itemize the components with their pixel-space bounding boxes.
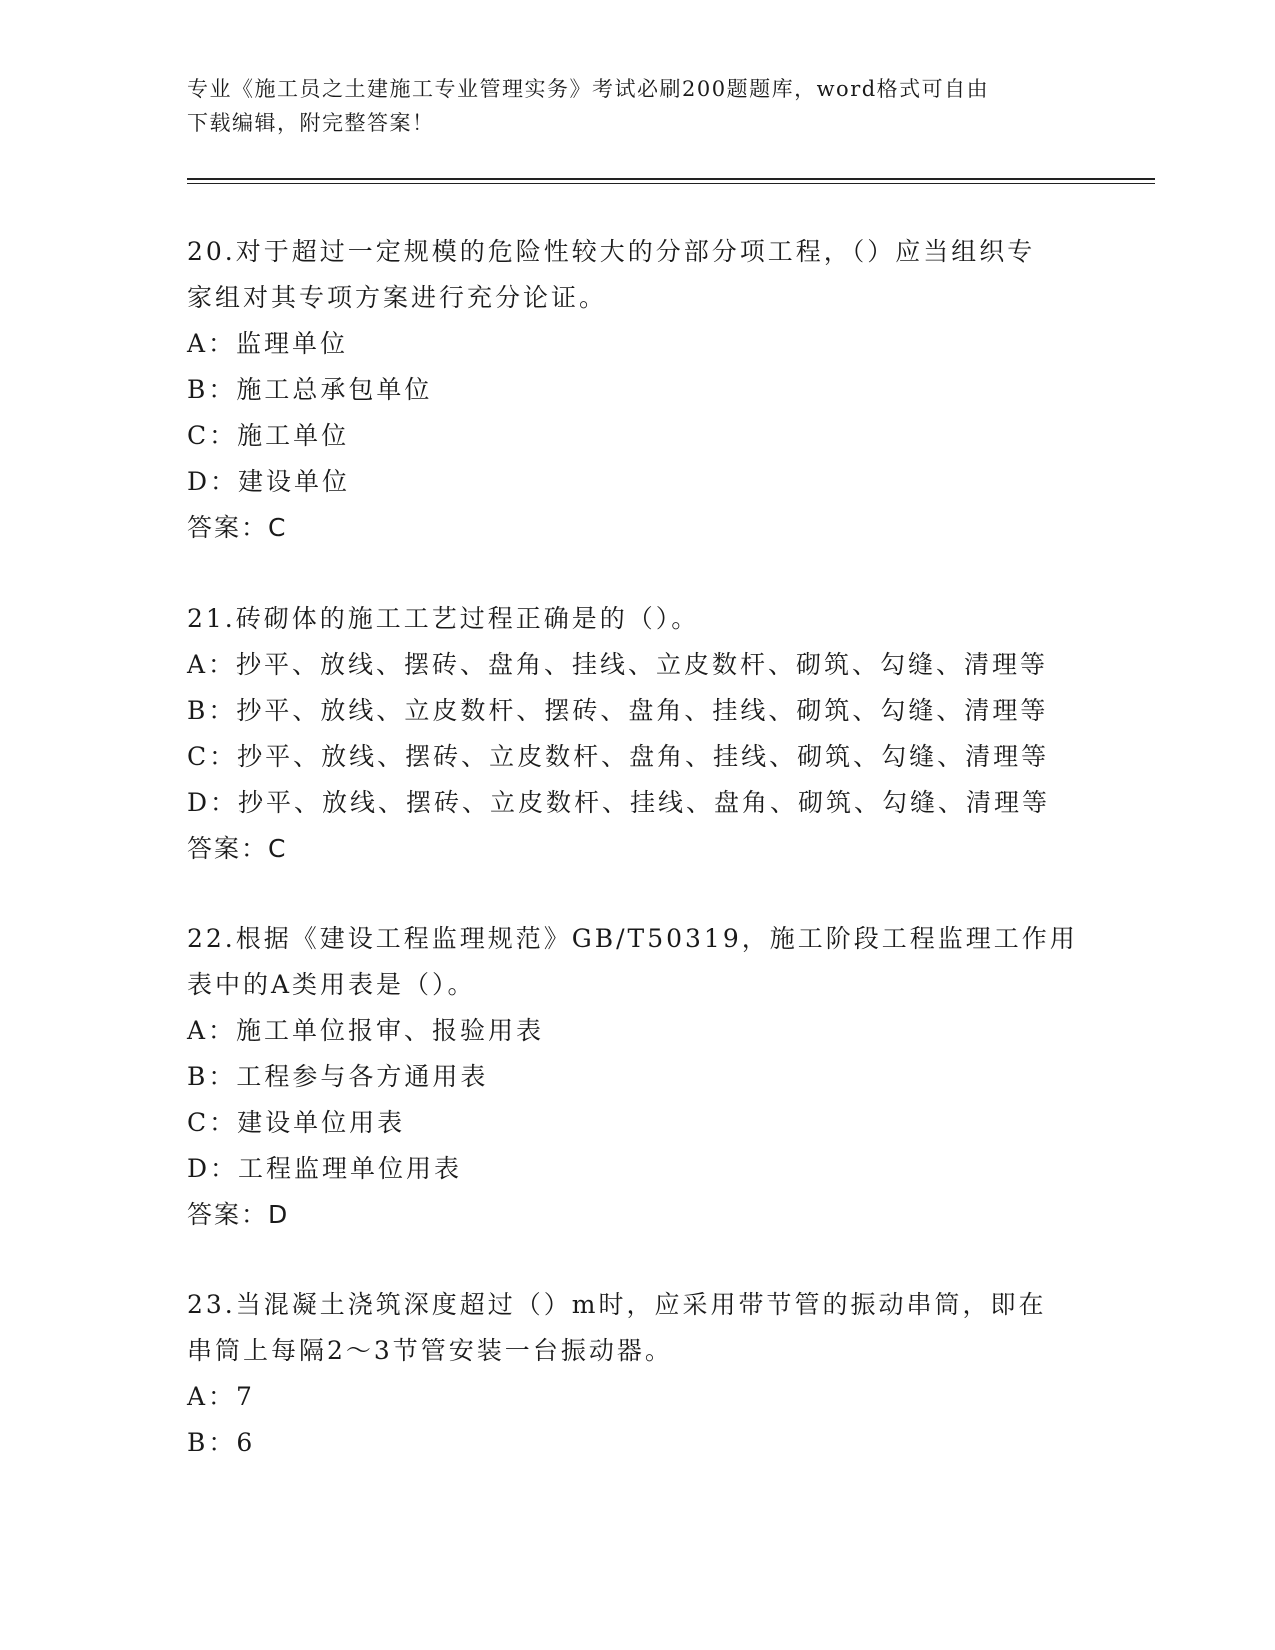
question-stem-line-2: 家组对其专项方案进行充分论证。 <box>187 283 608 312</box>
question-stem-line-1: 22.根据《建设工程监理规范》GB/T50319，施工阶段工程监理工作用 <box>187 924 1078 953</box>
option-a: A：7 <box>187 1382 255 1411</box>
question-stem-line-1: 23.当混凝土浇筑深度超过（）m时，应采用带节管的振动串筒，即在 <box>187 1290 1047 1319</box>
question-21 <box>187 596 1087 872</box>
question-stem-line-1: 20.对于超过一定规模的危险性较大的分部分项工程，（）应当组织专 <box>187 237 1036 266</box>
question-22 <box>187 916 1087 1238</box>
option-a: A：抄平、放线、摆砖、盘角、挂线、立皮数杆、砌筑、勾缝、清理等 <box>187 650 1049 679</box>
document-header <box>187 72 1067 140</box>
header-divider-thin <box>187 183 1155 184</box>
option-c: C：抄平、放线、摆砖、立皮数杆、盘角、挂线、砌筑、勾缝、清理等 <box>187 742 1050 771</box>
question-stem-line-1: 21.砖砌体的施工工艺过程正确是的（）。 <box>187 604 700 633</box>
option-d: D：建设单位 <box>187 467 351 496</box>
question-stem-line-2: 表中的A类用表是（）。 <box>187 970 476 999</box>
header-line-1: 专业《施工员之土建施工专业管理实务》考试必刷200题题库，word格式可自由 <box>187 77 990 101</box>
option-b: B：6 <box>187 1428 256 1457</box>
option-c: C：施工单位 <box>187 421 350 450</box>
answer-line: 答案：C <box>187 834 288 863</box>
header-divider-thick <box>187 178 1155 180</box>
option-b: B：工程参与各方通用表 <box>187 1062 489 1091</box>
question-23 <box>187 1282 1087 1466</box>
question-20 <box>187 229 1087 551</box>
answer-line: 答案：C <box>187 513 288 542</box>
option-b: B：施工总承包单位 <box>187 375 433 404</box>
answer-line: 答案：D <box>187 1200 290 1229</box>
option-a: A：监理单位 <box>187 329 349 358</box>
option-a: A：施工单位报审、报验用表 <box>187 1016 545 1045</box>
question-stem-line-2: 串筒上每隔2～3节管安装一台振动器。 <box>187 1336 673 1365</box>
option-d: D：工程监理单位用表 <box>187 1154 463 1183</box>
option-d: D：抄平、放线、摆砖、立皮数杆、挂线、盘角、砌筑、勾缝、清理等 <box>187 788 1051 817</box>
option-b: B：抄平、放线、立皮数杆、摆砖、盘角、挂线、砌筑、勾缝、清理等 <box>187 696 1049 725</box>
header-line-2: 下载编辑，附完整答案！ <box>187 111 435 135</box>
option-c: C：建设单位用表 <box>187 1108 406 1137</box>
